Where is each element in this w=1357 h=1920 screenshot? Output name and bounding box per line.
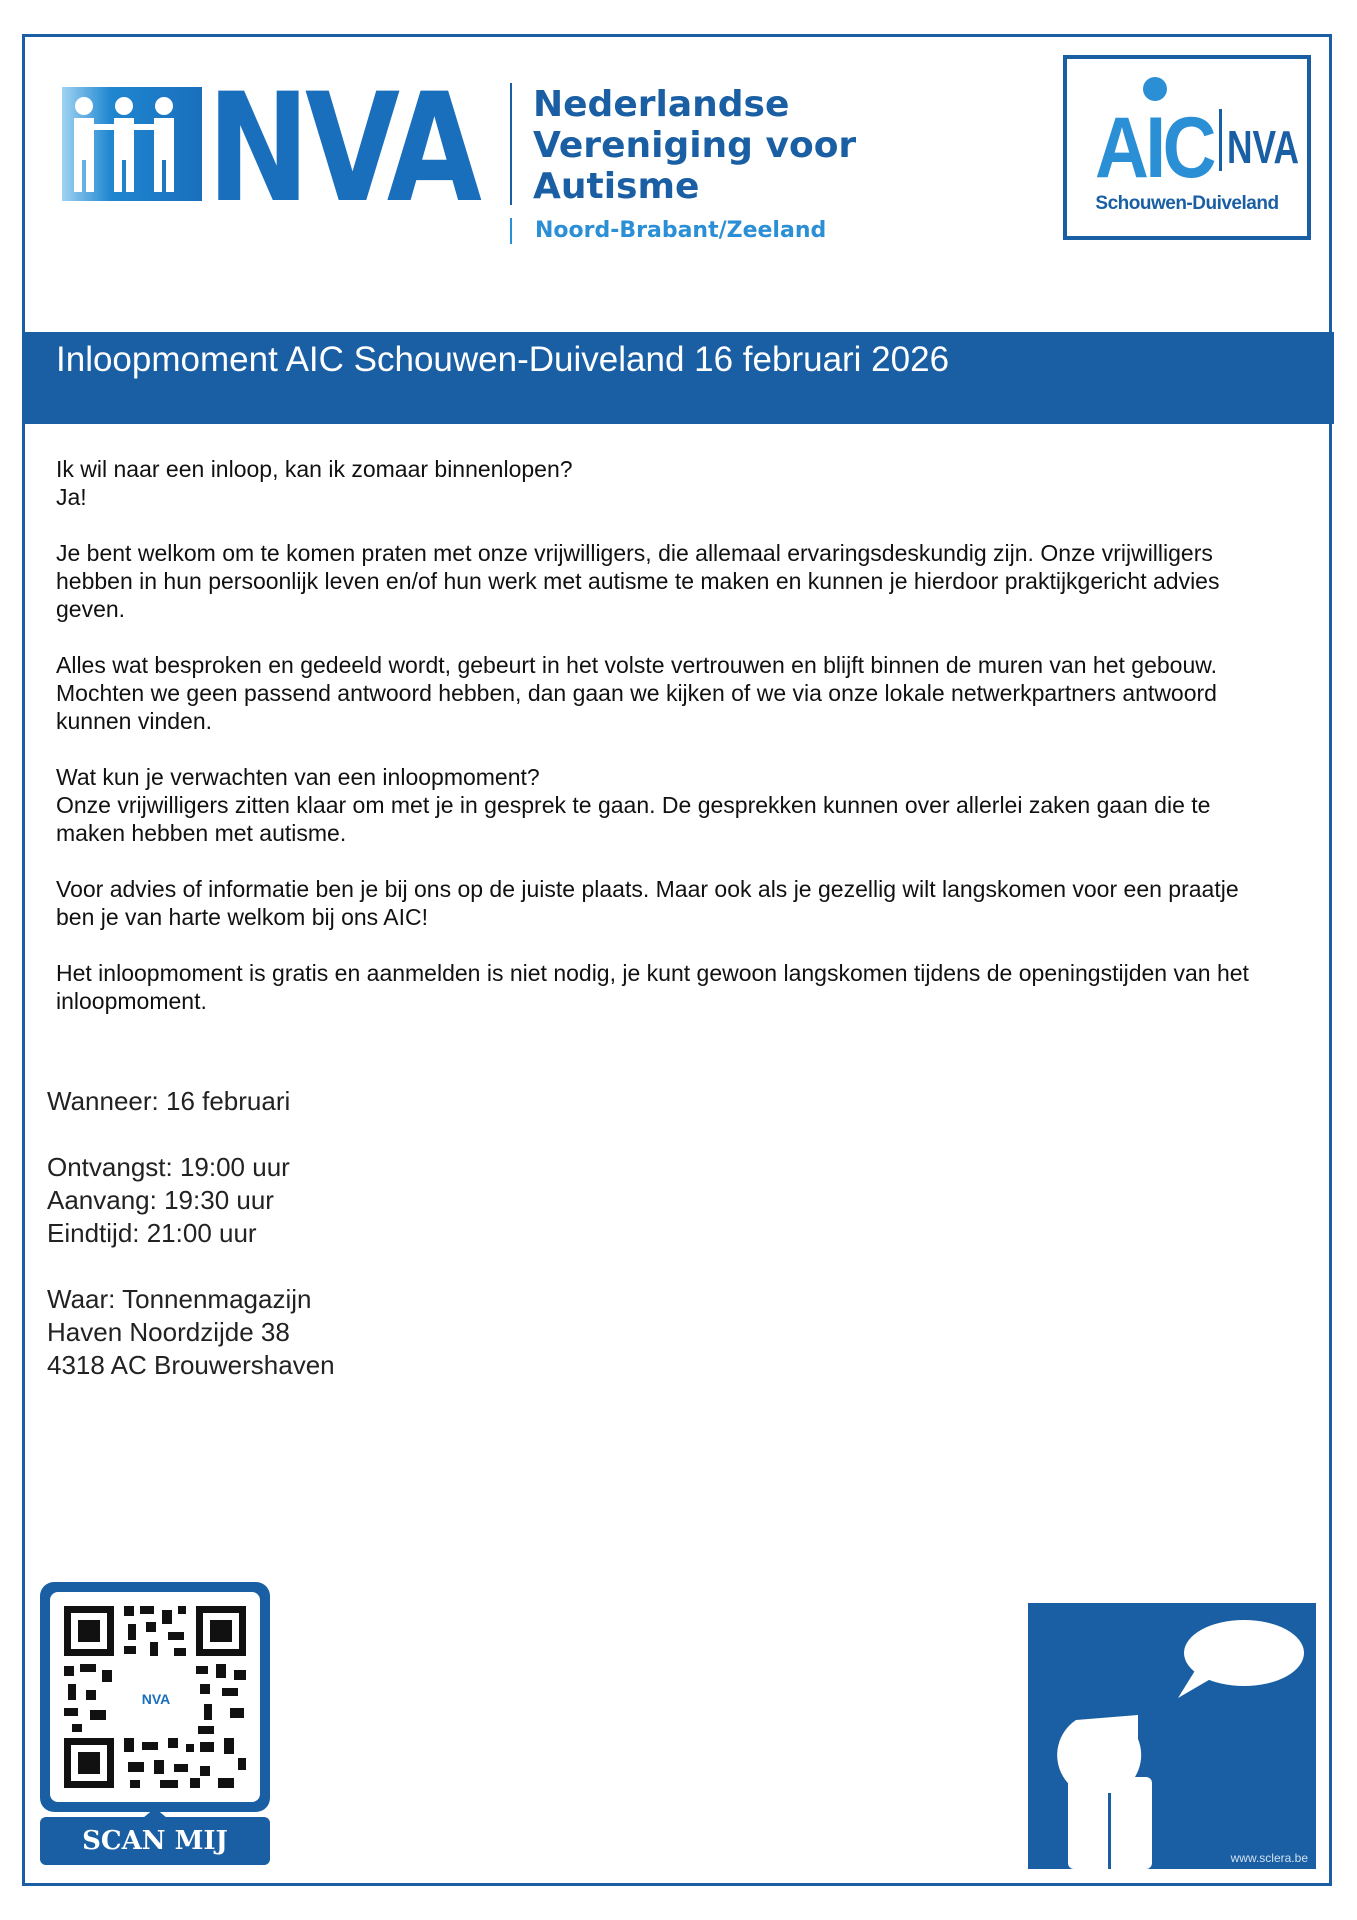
detail-when: Wanneer: 16 februari [47, 1086, 291, 1116]
aic-logo-divider [1219, 109, 1222, 171]
nva-name-line-3: Autisme [533, 166, 700, 207]
paragraph-free: Het inloopmoment is gratis en aanmelden is niet nodig, je kunt gewoon langskomen tijdens de openingstijden van het inloopmoment. [56, 960, 1249, 1014]
body-text [56, 455, 1276, 1043]
paragraph-confidentiality: Alles wat besproken en gedeeld wordt, gebeurt in het volste vertrouwen en blijft binnen de muren van het gebouw. Mochten we geen passend antwoord hebben, dan gaan we kijken of we via onze lokale netwerkpartners antwoord kunnen vinden. [56, 652, 1217, 734]
paragraph-welcome: Je bent welkom om te komen praten met onze vrijwilligers, die allemaal ervaringsdeskundig zijn. Onze vrijwilligers hebben in hun persoonlijk leven en/of hun werk met autisme te maken en kunnen je hierdoor praktijkgericht advies geven. [56, 540, 1220, 622]
detail-start: Aanvang: 19:30 uur [47, 1185, 274, 1215]
detail-address-city: 4318 AC Brouwershaven [47, 1350, 335, 1380]
detail-reception: Ontvangst: 19:00 uur [47, 1152, 290, 1182]
nva-region-divider [510, 218, 512, 244]
scan-me-button[interactable]: SCAN MIJ [40, 1817, 270, 1865]
talking-pictogram [1028, 1603, 1316, 1869]
nva-acronym: NVA [207, 62, 482, 236]
qr-code-frame[interactable] [40, 1582, 270, 1812]
aic-org-text: NVA [1227, 121, 1299, 173]
aic-logo-mark [1067, 59, 1307, 196]
detail-address-street: Haven Noordzijde 38 [47, 1317, 290, 1347]
page-title: Inloopmoment AIC Schouwen-Duiveland 16 februari 2026 [56, 340, 950, 379]
qr-code[interactable] [50, 1592, 260, 1802]
nva-name-line-1: Nederlandse [533, 84, 790, 125]
nva-full-name [533, 84, 856, 207]
aic-logo [1063, 55, 1311, 240]
nva-name-line-2: Vereniging voor [533, 125, 857, 166]
nva-logo-divider [510, 83, 512, 205]
paragraph-advice: Voor advies of informatie ben je bij ons op de juiste plaats. Maar ook als je gezellig wilt langskomen voor een praatje ben je van harte welkom bij ons AIC! [56, 876, 1239, 930]
qr-center-label: NVA [141, 1691, 171, 1707]
speech-icon [1028, 1603, 1316, 1869]
detail-end: Eindtijd: 21:00 uur [47, 1218, 257, 1248]
aic-subtitle: Schouwen-Duiveland [1095, 193, 1279, 214]
intro-question: Ik wil naar een inloop, kan ik zomaar binnenlopen? Ja! [56, 456, 573, 510]
event-details [47, 1085, 335, 1382]
nva-region: Noord-Brabant/Zeeland [535, 218, 827, 243]
picto-credit: www.sclera.be [1230, 1851, 1308, 1865]
detail-where: Waar: Tonnenmagazijn [47, 1284, 312, 1314]
aic-dot-icon [1143, 77, 1167, 101]
aic-mark-text: AIC [1095, 100, 1215, 196]
paragraph-expectations: Wat kun je verwachten van een inloopmoment? Onze vrijwilligers zitten klaar om met je in gesprek te gaan. De gesprekken kunnen over allerlei zaken gaan die te maken hebben met autisme. [56, 764, 1211, 846]
